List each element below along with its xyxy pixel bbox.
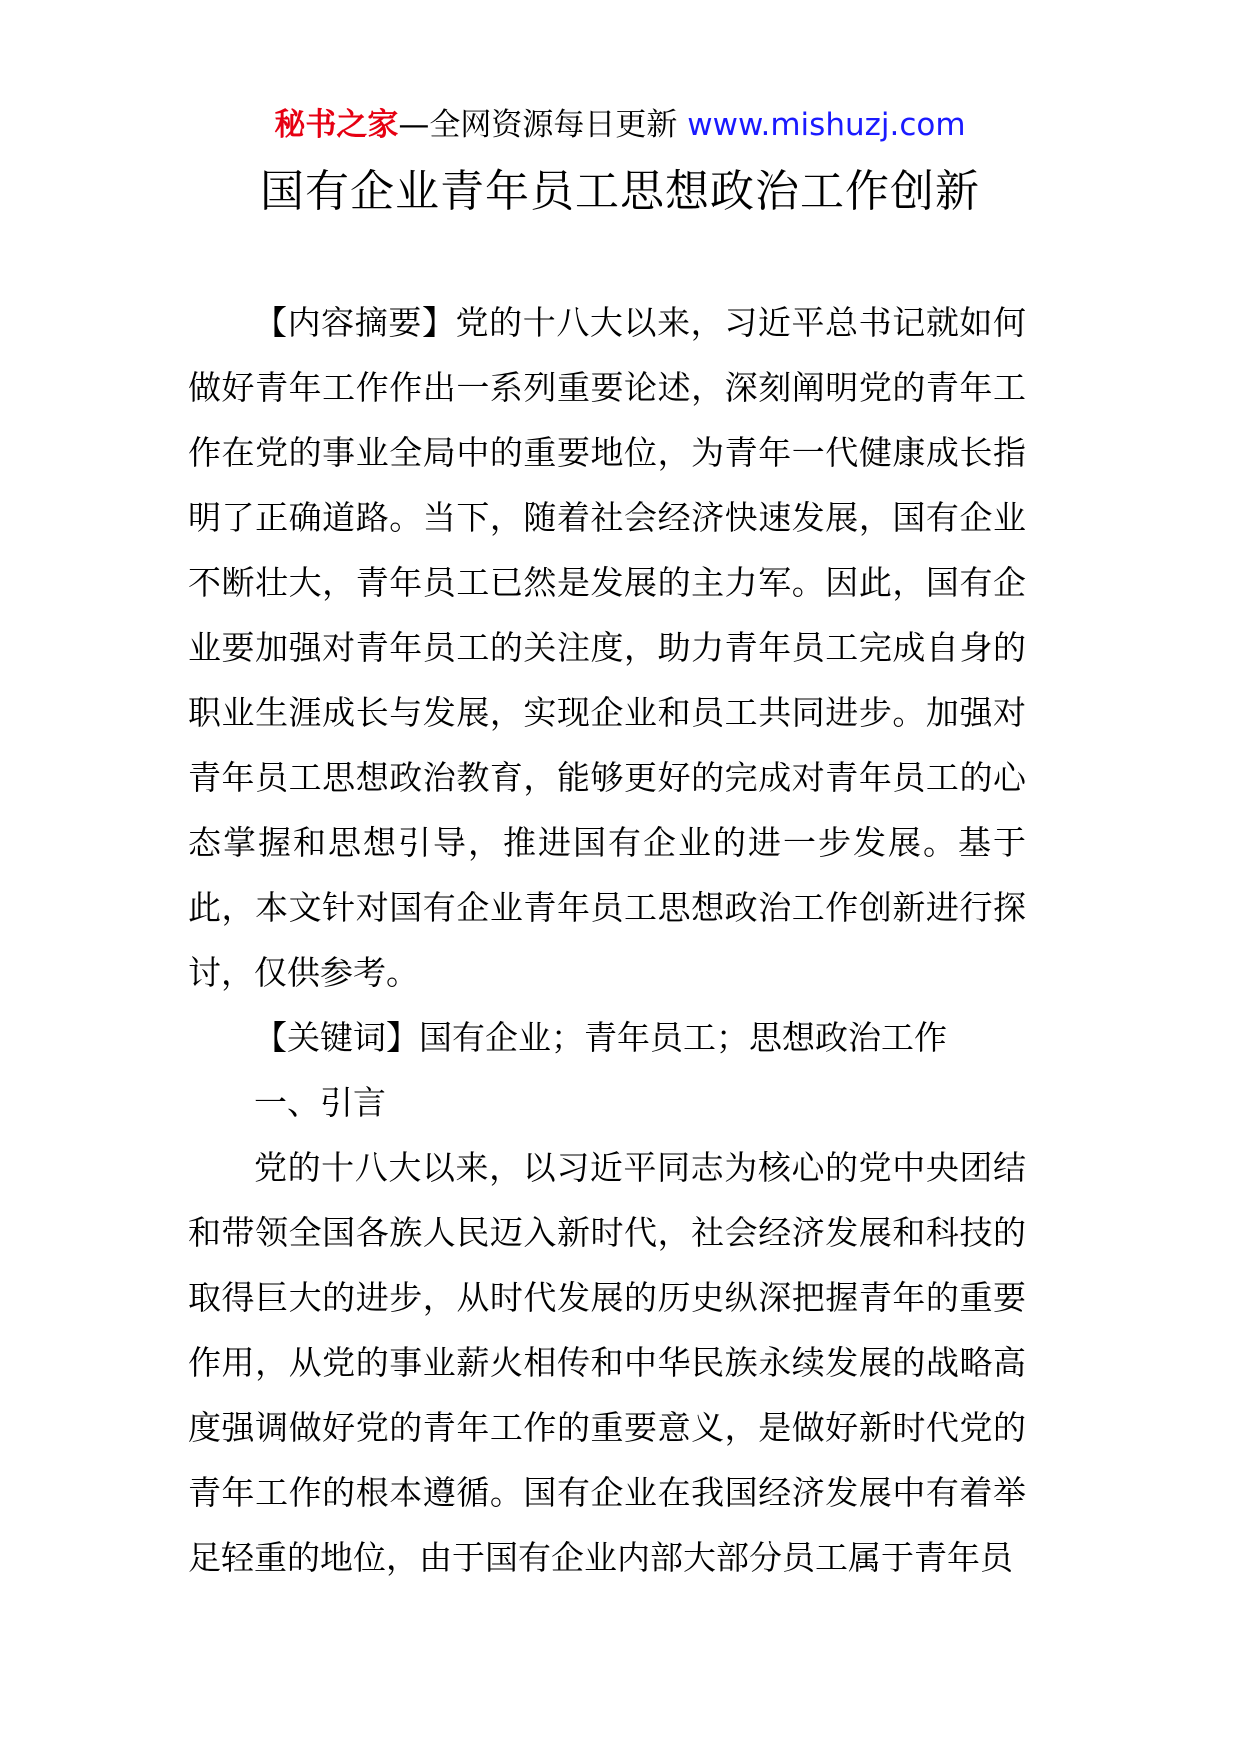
- document-title: 国有企业青年员工思想政治工作创新: [260, 166, 980, 217]
- keywords-line: 【关键词】国有企业；青年员工；思想政治工作: [254, 1018, 947, 1057]
- section-heading: 一、引言: [254, 1083, 386, 1122]
- document-body: [188, 290, 1026, 1590]
- site-header: [0, 104, 1240, 146]
- brand-name: 秘书之家: [274, 107, 399, 143]
- site-tagline: —全网资源每日更新: [398, 107, 688, 143]
- site-url-link[interactable]: www.mishuzj.com: [687, 107, 966, 143]
- abstract-paragraph: 【内容摘要】党的十八大以来，习近平总书记就如何做好青年工作作出一系列重要论述，深刻阐明党的青年工作在党的事业全局中的重要地位，为青年一代健康成长指明了正确道路。当下，随着社会经济快速发展，国有企业不断壮大，青年员工已然是发展的主力军。因此，国有企业要加强对青年员工的关注度，助力青年员工完成自身的职业生涯成长与发展，实现企业和员工共同进步。加强对青年员工思想政治教育，能够更好的完成对青年员工的心态掌握和思想引导，推进国有企业的进一步发展。基于此，本文针对国有企业青年员工思想政治工作创新进行探讨，仅供参考。: [188, 303, 1026, 992]
- intro-paragraph: 党的十八大以来，以习近平同志为核心的党中央团结和带领全国各族人民迈入新时代，社会经济发展和科技的取得巨大的进步，从时代发展的历史纵深把握青年的重要作用，从党的事业薪火相传和中华民族永续发展的战略高度强调做好党的青年工作的重要意义，是做好新时代党的青年工作的根本遵循。国有企业在我国经济发展中有着举足轻重的地位，由于国有企业内部大部分员工属于青年员: [188, 1148, 1026, 1577]
